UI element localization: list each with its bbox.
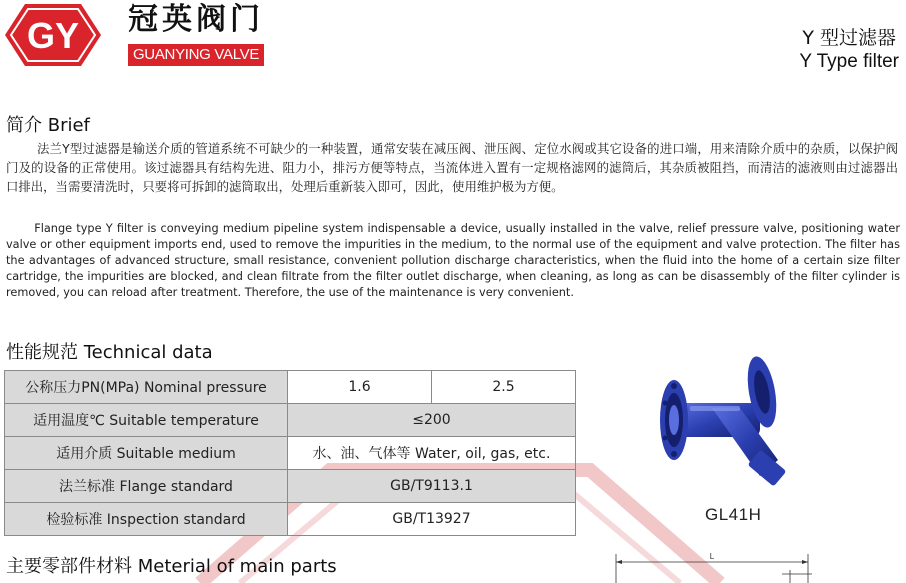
brand-logo bbox=[3, 2, 103, 68]
table-row bbox=[5, 404, 576, 437]
product-title-cn: Y 型过滤器 bbox=[802, 27, 896, 49]
spec-value: 2.5 bbox=[432, 371, 576, 404]
spec-label: 公称压力PN(MPa) Nominal pressure bbox=[5, 371, 288, 404]
table-row bbox=[5, 371, 576, 404]
table-row bbox=[5, 503, 576, 536]
spec-value: ≤200 bbox=[288, 404, 576, 437]
brand-name-en: GUANYING VALVE bbox=[128, 44, 264, 66]
brand-name-cn: 冠英阀门 bbox=[128, 2, 264, 37]
spec-value: 水、油、气体等 Water, oil, gas, etc. bbox=[288, 437, 576, 470]
spec-label: 适用介质 Suitable medium bbox=[5, 437, 288, 470]
dimension-drawing bbox=[612, 550, 812, 583]
dim-label: L bbox=[709, 552, 715, 561]
logo-letters: GY bbox=[26, 15, 80, 56]
brief-text-en: Flange type Y filter is conveying medium pipeline system indispensable a device, usually installed in the valve, relief pressure valve, positioning water valve or other equipment imports end, used to remove the impurities in the medium, to the normal use of the equipment and valve protection. The filter has the advantages of advanced structure, small resistance, convenient pollution discharge characteristics, when the fluid into the home of a certain size filter cartridge, the impurities are blocked, and clean filtrate from the filter outlet discharge, when cleaning, as long as can be disassembly of the filter cylinder is removed, you can reload after treatment. Therefore, the use of the maintenance is very convenient. bbox=[6, 222, 900, 299]
y-strainer-valve-image bbox=[650, 348, 790, 490]
spec-value: GB/T9113.1 bbox=[288, 470, 576, 503]
spec-value: GB/T13927 bbox=[288, 503, 576, 536]
spec-label: 法兰标准 Flange standard bbox=[5, 470, 288, 503]
brief-heading: 简介 Brief bbox=[6, 115, 90, 136]
product-model: GL41H bbox=[705, 505, 762, 524]
table-row bbox=[5, 470, 576, 503]
product-title-en: Y Type filter bbox=[799, 51, 899, 72]
brief-text-cn: 法兰Y型过滤器是输送介质的管道系统不可缺少的一种装置，通常安装在减压阀、泄压阀、定位水阀或其它设备的进口端，用来清除介质中的杂质，以保护阀门及的设备的正常使用。该过滤器具有结构先进、阻力小，排污方便等特点，当流体进入置有一定规格滤网的滤筒后，其杂质被阻挡，而清洁的滤液则由过滤器出口排出，当需要清洗时，只要将可拆卸的滤筒取出，处理后重新装入即可，因此，使用维护极为方便。 bbox=[6, 141, 898, 194]
table-row bbox=[5, 437, 576, 470]
technical-heading: 性能规范 Technical data bbox=[6, 342, 213, 363]
materials-heading: 主要零部件材料 Meterial of main parts bbox=[6, 556, 337, 577]
spec-label: 适用温度℃ Suitable temperature bbox=[5, 404, 288, 437]
technical-table bbox=[4, 370, 576, 536]
spec-value: 1.6 bbox=[288, 371, 432, 404]
spec-label: 检验标准 Inspection standard bbox=[5, 503, 288, 536]
